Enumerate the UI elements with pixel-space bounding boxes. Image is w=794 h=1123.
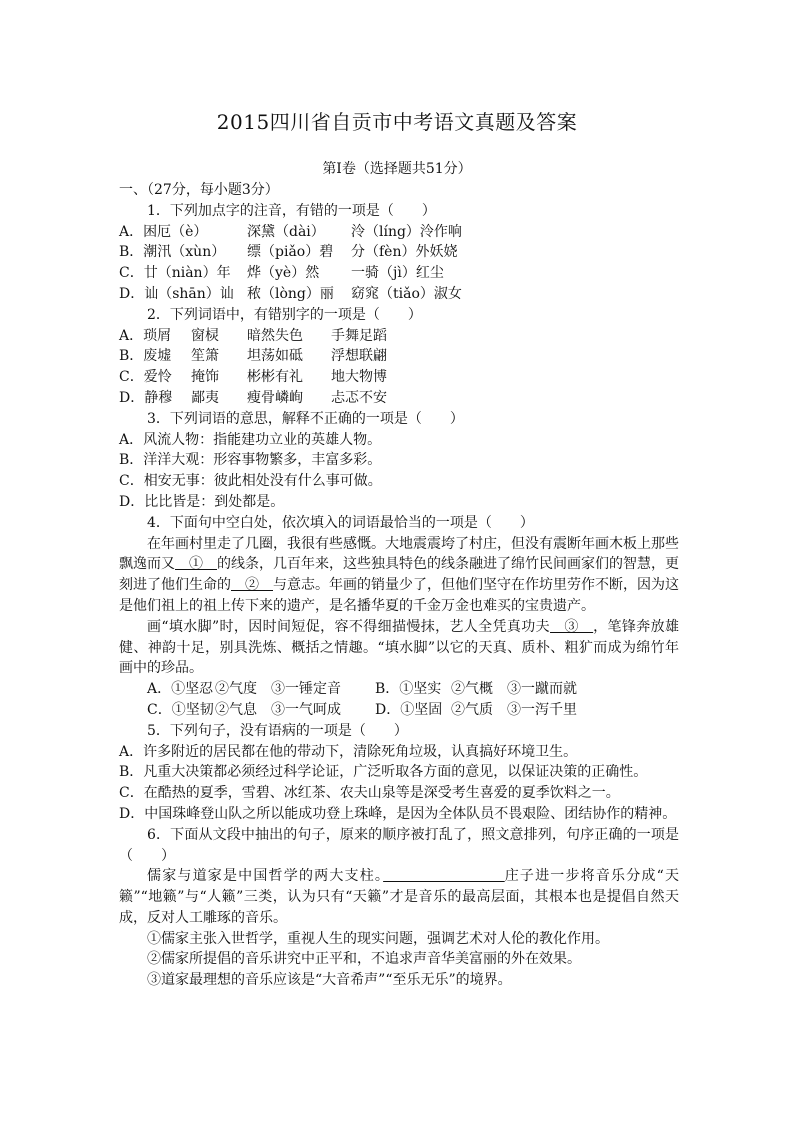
part-heading: 第Ⅰ卷（选择题共51分） — [322, 161, 472, 177]
option-part: A．①坚忍 — [147, 681, 214, 698]
blank-6 — [383, 868, 505, 884]
option-part: ③一气呵成 — [271, 701, 341, 718]
blank-1: ① — [175, 556, 217, 573]
option-part: A．困厄（è） — [119, 223, 208, 240]
option-part: 一骑（jì）红尘 — [351, 265, 444, 282]
option-part: ③一锤定音 — [271, 681, 341, 698]
question-2-option-b — [119, 346, 679, 367]
option-part: D．静穆 — [119, 389, 173, 406]
question-2-stem: 2．下列词语中，有错别字的一项是（ ） — [147, 306, 422, 323]
option-part: C．廿（niàn）年 — [119, 265, 231, 282]
question-3-option-a: A．风流人物：指能建功立业的英雄人物。 — [119, 431, 382, 448]
question-1-option-d — [119, 284, 679, 305]
option-part: C．爱怜 — [119, 369, 172, 386]
passage-text: 在年画村里走了几圈，我很有些感慨。大地震震垮了村庄，但没有震断年画木板上那些飘逸而又 — [119, 535, 679, 573]
option-part: B．废墟 — [119, 348, 172, 365]
question-1-option-c — [119, 263, 679, 284]
option-part: 暗然失色 — [247, 327, 303, 344]
question-3-option-d: D．比比皆是：到处都是。 — [119, 493, 285, 510]
question-3-option-c: C．相安无事：彼此相处没有什么事可做。 — [119, 473, 382, 490]
question-5-option-c: C．在酷热的夏季，雪碧、冰红茶、农夫山泉等是深受考生喜爱的夏季饮料之一。 — [119, 785, 620, 802]
option-part: 深黛（dài） — [247, 223, 325, 240]
option-part: D．讪（shān）讪 — [119, 285, 234, 302]
option-part: 手舞足蹈 — [331, 327, 387, 344]
option-part: B．①坚实 — [375, 681, 442, 698]
option-part: ②气度 — [215, 681, 257, 698]
passage-text: 画“填水脚”时，因时间短促，容不得细描慢抹，艺人全凭真功夫 — [147, 618, 551, 635]
passage-text: 庄子进一步将音乐分成“天籁”“地籁”与“人籁”三类，认为只有“天籁”才是音乐的最高层面，其根本也是提倡自然天成，反对人工雕琢的音乐。 — [119, 868, 679, 926]
option-part: ③一泻千里 — [507, 701, 577, 718]
question-4-options-cd — [119, 700, 679, 721]
option-part: ②气概 — [451, 681, 493, 698]
option-part: D．①坚固 — [375, 701, 443, 718]
question-1-stem: 1．下列加点字的注音，有错的一项是（ ） — [147, 202, 436, 219]
question-1-option-b — [119, 242, 679, 263]
passage-text: 儒家与道家是中国哲学的两大支柱。 — [147, 868, 384, 885]
option-part: ②气息 — [215, 701, 257, 718]
option-part: C．①坚韧 — [147, 701, 214, 718]
option-part: 掩饰 — [191, 369, 219, 386]
passage-text: 与意志。年画的销量少了，但他们坚守在作坊里劳作不断，因为这是他们祖上的祖上传下来的遗产，是名播华夏的千金万金也难买的宝贵遗产。 — [119, 577, 679, 614]
option-part: 窈窕（tiǎo）淑女 — [351, 285, 462, 302]
document-body — [119, 180, 679, 991]
blank-3: ③ — [550, 618, 594, 635]
option-part: 缥（piǎo）碧 — [247, 244, 334, 261]
page-title: 2015四川省自贡市中考语文真题及答案 — [216, 110, 578, 134]
question-2-option-c — [119, 367, 679, 388]
option-part: 泠（líng）泠作响 — [351, 223, 462, 240]
option-part: ②气质 — [451, 701, 493, 718]
option-part: 坦荡如砥 — [247, 348, 303, 365]
question-4-options-ab — [119, 679, 679, 700]
passage-text: 的线条，几百年来，这些独具特色的线条融进了绵竹民间画家们的智慧，更刻进了他们生命的 — [119, 556, 679, 594]
option-part: 鄙夷 — [191, 389, 219, 406]
option-part: 笙箫 — [191, 348, 219, 365]
option-part: 窗棂 — [191, 327, 219, 344]
blank-2: ② — [231, 577, 273, 594]
section-heading: 一、（27分，每小题3分） — [119, 182, 279, 198]
option-part: 瘦骨嶙峋 — [247, 389, 303, 406]
question-6-sentence-1: ①儒家主张入世哲学，重视人生的现实问题，强调艺术对人伦的教化作用。 — [147, 930, 609, 947]
question-4-stem: 4．下面句中空白处，依次填入的词语最恰当的一项是（ ） — [147, 514, 534, 531]
option-part: 浮想联翩 — [331, 348, 387, 365]
question-6-sentence-2: ②儒家所提倡的音乐讲究中正平和，不追求声音华美富丽的外在效果。 — [147, 951, 581, 968]
question-6-stem: 6．下面从文段中抽出的句子，原来的顺序被打乱了，照文意排列，句序正确的一项是（ ） — [119, 826, 679, 864]
question-4-passage-2 — [119, 617, 679, 679]
question-3-stem: 3．下列词语的意思，解释不正确的一项是（ ） — [147, 410, 464, 427]
option-part: B．潮汛（xùn） — [119, 244, 226, 261]
question-2-option-a — [119, 326, 679, 347]
option-part: 秾（lòng）丽 — [247, 285, 334, 302]
question-6-passage — [119, 866, 679, 928]
question-6-sentence-3: ③道家最理想的音乐应该是“大音希声”“至乐无乐”的境界。 — [147, 972, 512, 989]
option-part: 烨（yè）然 — [247, 265, 320, 282]
option-part: 忐忑不安 — [331, 389, 387, 406]
question-4-passage-1 — [119, 534, 679, 617]
option-part: 彬彬有礼 — [247, 369, 303, 386]
question-5-option-a: A．许多附近的居民都在他的带动下，清除死角垃圾，认真搞好环境卫生。 — [119, 743, 578, 760]
option-part: 地大物博 — [331, 369, 387, 386]
question-2-option-d — [119, 388, 679, 409]
question-5-option-b: B．凡重大决策都必须经过科学论证，广泛听取各方面的意见，以保证决策的正确性。 — [119, 764, 648, 781]
question-5-option-d: D．中国珠峰登山队之所以能成功登上珠峰，是因为全体队员不畏艰险、团结协作的精神。 — [119, 805, 677, 822]
option-part: ③一蹴而就 — [507, 681, 577, 698]
question-1-option-a — [119, 222, 679, 243]
passage-text: ，笔锋奔放雄健、神韵十足，别具洗炼、概括之情趣。“填水脚”以它的天真、质朴、粗犷而成为绵竹年画中的珍品。 — [119, 618, 679, 677]
option-part: A．琐屑 — [119, 327, 172, 344]
question-3-option-b: B．洋洋大观：形容事物繁多，丰富多彩。 — [119, 452, 382, 469]
question-5-stem: 5．下列句子，没有语病的一项是（ ） — [147, 722, 408, 739]
option-part: 分（fèn）外妖娆 — [351, 244, 458, 261]
